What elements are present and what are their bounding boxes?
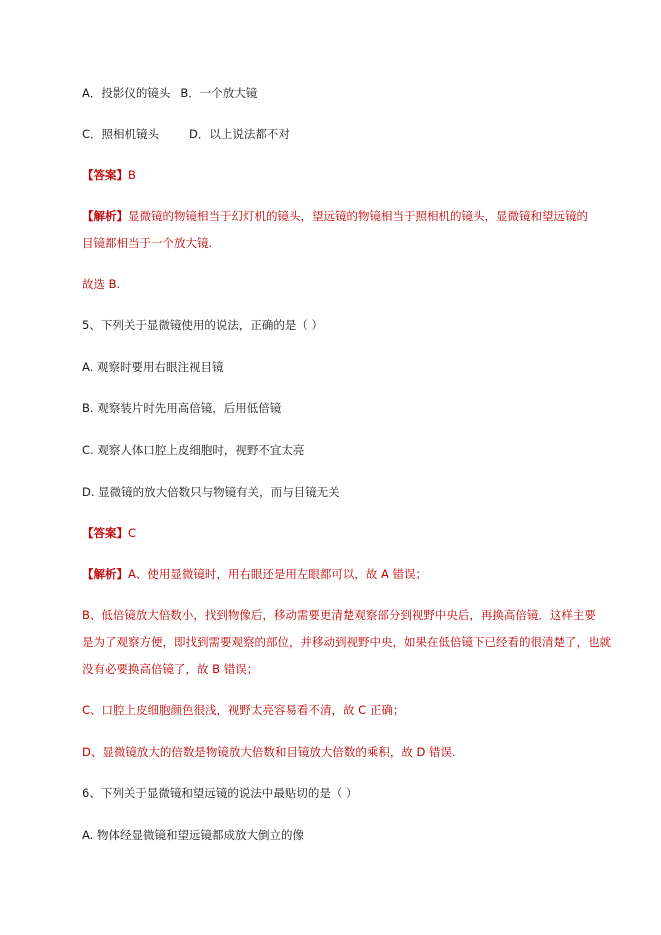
q5-option-a: A. 观察时要用右眼注视目镜 <box>82 360 224 374</box>
q5-answer-value: C <box>128 526 137 540</box>
q5-option-b: B. 观察装片时先用高倍镜，后用低倍镜 <box>82 401 282 415</box>
q4-conclusion: 故选 B. <box>82 277 121 291</box>
q4-analysis-line2: 目镜都相当于一个放大镜. <box>82 236 213 250</box>
q5-analysis-d: D、显微镜放大的倍数是物镜放大倍数和目镜放大倍数的乘积，故 D 错误. <box>82 745 456 759</box>
q4-options-cd <box>82 126 290 142</box>
q4-answer-value: B <box>128 168 136 182</box>
q4-option-b: B．一个放大镜 <box>180 86 258 100</box>
q4-option-d: D．以上说法都不对 <box>189 127 290 141</box>
q5-answer-tag: 【答案】 <box>82 526 128 540</box>
q5-answer <box>82 525 136 541</box>
q5-analysis-c: C、口腔上皮细胞颜色很浅，视野太亮容易看不清，故 C 正确； <box>82 703 405 717</box>
q4-options-ab <box>82 85 257 101</box>
q4-answer-tag: 【答案】 <box>82 168 128 182</box>
q5-question: 5、下列关于显微镜使用的说法，正确的是（ ） <box>82 318 323 332</box>
q4-analysis-text1: 显微镜的物镜相当于幻灯机的镜头，望远镜的物镜相当于照相机的镜头，显微镜和望远镜的 <box>128 209 588 223</box>
q5-analysis-b-line1: B、低倍镜放大倍数小，找到物像后，移动需要更清楚观察部分到视野中央后，再换高倍镜．这样主要 <box>82 608 596 622</box>
q5-analysis-a <box>82 566 427 582</box>
q5-option-d: D. 显微镜的放大倍数只与物镜有关，而与目镜无关 <box>82 485 340 499</box>
q4-option-c: C．照相机镜头 <box>82 127 160 141</box>
q4-answer <box>82 167 136 183</box>
q4-analysis-tag: 【解析】 <box>82 209 128 223</box>
q5-analysis-b-line3: 没有必要换高倍镜了，故 B 错误； <box>82 662 259 676</box>
q5-analysis-b-line2: 是为了观察方便，即找到需要观察的部位，并移动到视野中央，如果在低倍镜下已经看的很清楚了，也就 <box>82 635 611 649</box>
q6-option-a: A. 物体经显微镜和望远镜都成放大倒立的像 <box>82 828 304 842</box>
q5-analysis-a-text: A、使用显微镜时，用右眼还是用左眼都可以，故 A 错误； <box>128 567 428 581</box>
q5-analysis-tag: 【解析】 <box>82 567 128 581</box>
q4-option-a: A．投影仪的镜头 <box>82 86 171 100</box>
q5-option-c: C. 观察人体口腔上皮细胞时，视野不宜太亮 <box>82 443 305 457</box>
q4-analysis-line1 <box>82 208 588 224</box>
q6-question: 6、下列关于显微镜和望远镜的说法中最贴切的是（ ） <box>82 786 358 800</box>
